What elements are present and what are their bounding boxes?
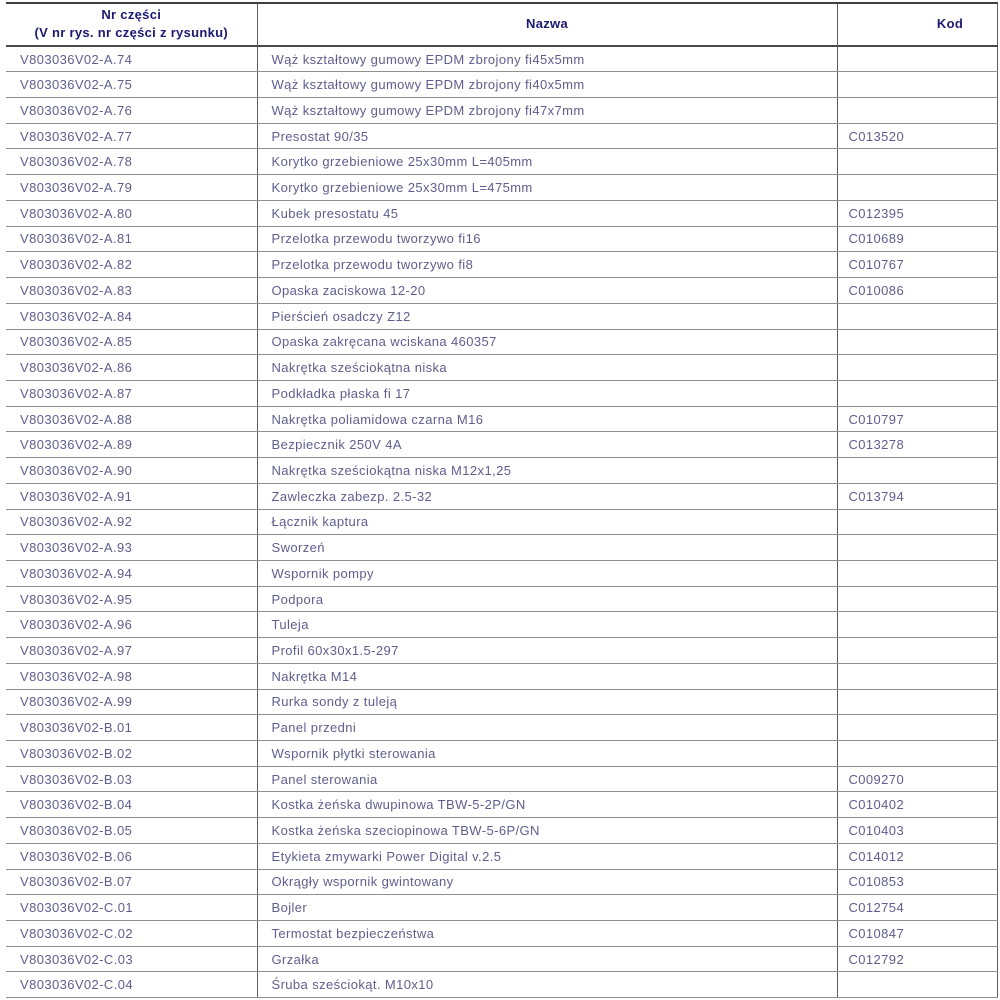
part-number-cell: V803036V02-A.93 bbox=[6, 535, 257, 561]
code-cell: C012395 bbox=[837, 200, 997, 226]
code-cell bbox=[837, 175, 997, 201]
table-row bbox=[6, 946, 997, 972]
table-row bbox=[6, 689, 997, 715]
table-row bbox=[6, 509, 997, 535]
code-cell: C010403 bbox=[837, 818, 997, 844]
code-cell: C010689 bbox=[837, 226, 997, 252]
name-cell: Śruba sześciokąt. M10x10 bbox=[257, 972, 837, 998]
part-number-cell: V803036V02-A.88 bbox=[6, 406, 257, 432]
part-number-cell: V803036V02-A.75 bbox=[6, 72, 257, 98]
table-row bbox=[6, 715, 997, 741]
table-row bbox=[6, 972, 997, 998]
name-cell: Wąż kształtowy gumowy EPDM zbrojony fi40x5mm bbox=[257, 72, 837, 98]
table-row bbox=[6, 458, 997, 484]
code-cell: C012754 bbox=[837, 895, 997, 921]
name-cell: Profil 60x30x1.5-297 bbox=[257, 638, 837, 664]
table-row bbox=[6, 252, 997, 278]
part-number-cell: V803036V02-A.84 bbox=[6, 303, 257, 329]
code-cell: C010853 bbox=[837, 869, 997, 895]
part-number-cell: V803036V02-A.85 bbox=[6, 329, 257, 355]
column-header-part-number-line1: Nr części bbox=[101, 7, 162, 22]
part-number-cell: V803036V02-C.03 bbox=[6, 946, 257, 972]
code-cell bbox=[837, 380, 997, 406]
name-cell: Wspornik płytki sterowania bbox=[257, 741, 837, 767]
code-cell: C013278 bbox=[837, 432, 997, 458]
name-cell: Presostat 90/35 bbox=[257, 123, 837, 149]
table-row bbox=[6, 432, 997, 458]
table-row bbox=[6, 766, 997, 792]
code-cell: C010797 bbox=[837, 406, 997, 432]
code-cell: C009270 bbox=[837, 766, 997, 792]
name-cell: Okrągły wspornik gwintowany bbox=[257, 869, 837, 895]
table-row bbox=[6, 741, 997, 767]
name-cell: Termostat bezpieczeństwa bbox=[257, 921, 837, 947]
table-row bbox=[6, 535, 997, 561]
table-row bbox=[6, 843, 997, 869]
code-cell bbox=[837, 638, 997, 664]
code-cell bbox=[837, 972, 997, 998]
part-number-cell: V803036V02-A.90 bbox=[6, 458, 257, 484]
code-cell: C014012 bbox=[837, 843, 997, 869]
table-row bbox=[6, 123, 997, 149]
part-number-cell: V803036V02-A.89 bbox=[6, 432, 257, 458]
name-cell: Panel sterowania bbox=[257, 766, 837, 792]
name-cell: Pierścień osadczy Z12 bbox=[257, 303, 837, 329]
column-header-name: Nazwa bbox=[257, 3, 837, 46]
name-cell: Korytko grzebieniowe 25x30mm L=405mm bbox=[257, 149, 837, 175]
part-number-cell: V803036V02-A.74 bbox=[6, 46, 257, 72]
table-row bbox=[6, 200, 997, 226]
table-body bbox=[6, 46, 997, 998]
code-cell: C013520 bbox=[837, 123, 997, 149]
table-row bbox=[6, 72, 997, 98]
code-cell bbox=[837, 329, 997, 355]
part-number-cell: V803036V02-A.97 bbox=[6, 638, 257, 664]
part-number-cell: V803036V02-A.91 bbox=[6, 483, 257, 509]
part-number-cell: V803036V02-B.01 bbox=[6, 715, 257, 741]
name-cell: Podkładka płaska fi 17 bbox=[257, 380, 837, 406]
code-cell: C013794 bbox=[837, 483, 997, 509]
name-cell: Nakrętka M14 bbox=[257, 663, 837, 689]
table-row bbox=[6, 586, 997, 612]
table-row bbox=[6, 792, 997, 818]
header-row bbox=[6, 3, 997, 46]
table-row bbox=[6, 406, 997, 432]
code-cell bbox=[837, 355, 997, 381]
part-number-cell: V803036V02-A.82 bbox=[6, 252, 257, 278]
part-number-cell: V803036V02-A.78 bbox=[6, 149, 257, 175]
table-row bbox=[6, 818, 997, 844]
code-cell bbox=[837, 98, 997, 124]
code-cell bbox=[837, 46, 997, 72]
part-number-cell: V803036V02-A.80 bbox=[6, 200, 257, 226]
part-number-cell: V803036V02-A.76 bbox=[6, 98, 257, 124]
part-number-cell: V803036V02-A.94 bbox=[6, 560, 257, 586]
column-header-part-number-line2: (V nr rys. nr części z rysunku) bbox=[34, 24, 229, 40]
table-row bbox=[6, 303, 997, 329]
part-number-cell: V803036V02-A.96 bbox=[6, 612, 257, 638]
part-number-cell: V803036V02-B.02 bbox=[6, 741, 257, 767]
name-cell: Nakrętka poliamidowa czarna M16 bbox=[257, 406, 837, 432]
part-number-cell: V803036V02-A.92 bbox=[6, 509, 257, 535]
part-number-cell: V803036V02-B.07 bbox=[6, 869, 257, 895]
name-cell: Wąż kształtowy gumowy EPDM zbrojony fi45x5mm bbox=[257, 46, 837, 72]
name-cell: Wąż kształtowy gumowy EPDM zbrojony fi47x7mm bbox=[257, 98, 837, 124]
name-cell: Nakrętka sześciokątna niska M12x1,25 bbox=[257, 458, 837, 484]
parts-catalog-page bbox=[0, 2, 1000, 1000]
table-row bbox=[6, 380, 997, 406]
part-number-cell: V803036V02-C.04 bbox=[6, 972, 257, 998]
table-header bbox=[6, 3, 997, 46]
name-cell: Opaska zakręcana wciskana 460357 bbox=[257, 329, 837, 355]
table-row bbox=[6, 560, 997, 586]
part-number-cell: V803036V02-C.02 bbox=[6, 921, 257, 947]
name-cell: Wspornik pompy bbox=[257, 560, 837, 586]
name-cell: Sworzeń bbox=[257, 535, 837, 561]
name-cell: Tuleja bbox=[257, 612, 837, 638]
name-cell: Przelotka przewodu tworzywo fi16 bbox=[257, 226, 837, 252]
table-row bbox=[6, 226, 997, 252]
table-row bbox=[6, 149, 997, 175]
name-cell: Grzałka bbox=[257, 946, 837, 972]
code-cell: C010767 bbox=[837, 252, 997, 278]
code-cell bbox=[837, 586, 997, 612]
part-number-cell: V803036V02-B.06 bbox=[6, 843, 257, 869]
code-cell bbox=[837, 535, 997, 561]
part-number-cell: V803036V02-A.86 bbox=[6, 355, 257, 381]
table-row bbox=[6, 329, 997, 355]
name-cell: Zawleczka zabezp. 2.5-32 bbox=[257, 483, 837, 509]
code-cell bbox=[837, 689, 997, 715]
code-cell bbox=[837, 72, 997, 98]
code-cell: C010086 bbox=[837, 278, 997, 304]
code-cell bbox=[837, 149, 997, 175]
code-cell: C010847 bbox=[837, 921, 997, 947]
code-cell bbox=[837, 741, 997, 767]
column-header-part-number bbox=[6, 3, 257, 46]
table-row bbox=[6, 278, 997, 304]
part-number-cell: V803036V02-B.03 bbox=[6, 766, 257, 792]
code-cell bbox=[837, 663, 997, 689]
part-number-cell: V803036V02-C.01 bbox=[6, 895, 257, 921]
table-row bbox=[6, 895, 997, 921]
code-cell: C012792 bbox=[837, 946, 997, 972]
part-number-cell: V803036V02-A.79 bbox=[6, 175, 257, 201]
table-row bbox=[6, 638, 997, 664]
table-row bbox=[6, 612, 997, 638]
table-row bbox=[6, 921, 997, 947]
name-cell: Panel przedni bbox=[257, 715, 837, 741]
part-number-cell: V803036V02-A.77 bbox=[6, 123, 257, 149]
name-cell: Przelotka przewodu tworzywo fi8 bbox=[257, 252, 837, 278]
name-cell: Kostka żeńska dwupinowa TBW-5-2P/GN bbox=[257, 792, 837, 818]
code-cell bbox=[837, 560, 997, 586]
code-cell bbox=[837, 715, 997, 741]
name-cell: Bojler bbox=[257, 895, 837, 921]
code-cell bbox=[837, 303, 997, 329]
table-row bbox=[6, 98, 997, 124]
name-cell: Podpora bbox=[257, 586, 837, 612]
table-row bbox=[6, 483, 997, 509]
code-cell: C010402 bbox=[837, 792, 997, 818]
name-cell: Bezpiecznik 250V 4A bbox=[257, 432, 837, 458]
name-cell: Rurka sondy z tuleją bbox=[257, 689, 837, 715]
code-cell bbox=[837, 458, 997, 484]
code-cell bbox=[837, 509, 997, 535]
part-number-cell: V803036V02-A.83 bbox=[6, 278, 257, 304]
part-number-cell: V803036V02-A.95 bbox=[6, 586, 257, 612]
name-cell: Kubek presostatu 45 bbox=[257, 200, 837, 226]
name-cell: Opaska zaciskowa 12-20 bbox=[257, 278, 837, 304]
parts-table bbox=[6, 2, 998, 998]
table-row bbox=[6, 355, 997, 381]
code-cell bbox=[837, 612, 997, 638]
name-cell: Nakrętka sześciokątna niska bbox=[257, 355, 837, 381]
part-number-cell: V803036V02-A.98 bbox=[6, 663, 257, 689]
part-number-cell: V803036V02-A.81 bbox=[6, 226, 257, 252]
table-row bbox=[6, 175, 997, 201]
part-number-cell: V803036V02-B.04 bbox=[6, 792, 257, 818]
name-cell: Łącznik kaptura bbox=[257, 509, 837, 535]
table-row bbox=[6, 663, 997, 689]
part-number-cell: V803036V02-B.05 bbox=[6, 818, 257, 844]
name-cell: Korytko grzebieniowe 25x30mm L=475mm bbox=[257, 175, 837, 201]
column-header-code: Kod bbox=[837, 3, 997, 46]
name-cell: Kostka żeńska szeciopinowa TBW-5-6P/GN bbox=[257, 818, 837, 844]
part-number-cell: V803036V02-A.87 bbox=[6, 380, 257, 406]
table-row bbox=[6, 869, 997, 895]
name-cell: Etykieta zmywarki Power Digital v.2.5 bbox=[257, 843, 837, 869]
table-row bbox=[6, 46, 997, 72]
part-number-cell: V803036V02-A.99 bbox=[6, 689, 257, 715]
